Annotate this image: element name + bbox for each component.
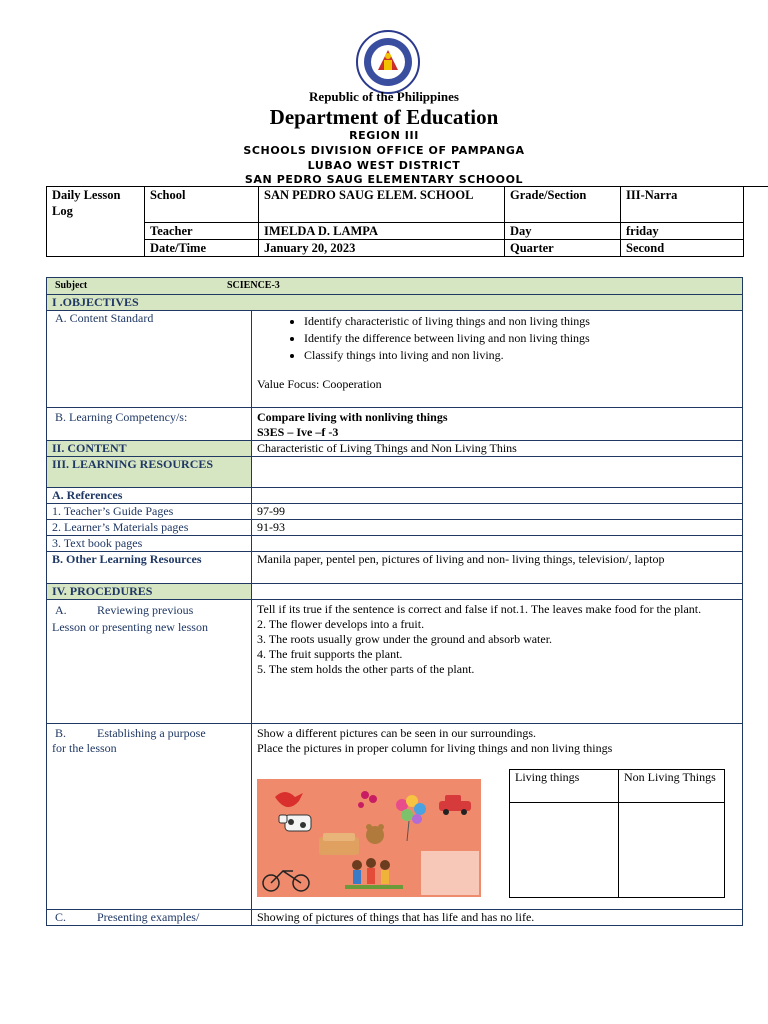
day-value: friday xyxy=(621,223,744,240)
proc-a-item: 2. The flower develops into a fruit. xyxy=(257,617,425,631)
proc-a-item: 4. The fruit supports the plant. xyxy=(257,647,403,661)
textbook-label: 3. Text book pages xyxy=(47,536,252,552)
procedures-heading: IV. PROCEDURES xyxy=(47,584,252,600)
lesson-plan-table xyxy=(46,277,743,926)
proc-a-item: 5. The stem holds the other parts of the plant. xyxy=(257,662,475,676)
textbook-empty xyxy=(252,536,743,552)
competency-line1: Compare living with nonliving things xyxy=(257,410,448,424)
grade-label: Grade/Section xyxy=(505,187,621,223)
teachers-guide-value: 97-99 xyxy=(252,504,743,520)
references-heading: A. References xyxy=(47,488,252,504)
proc-a-item: 3. The roots usually grow under the ground and absorb water. xyxy=(257,632,553,646)
objectives-list xyxy=(257,313,737,364)
procedures-empty xyxy=(252,584,743,600)
content-heading: II. CONTENT xyxy=(47,441,252,457)
district-label: LUBAO WEST DISTRICT xyxy=(307,159,461,172)
proc-a-intro: Tell if its true if the sentence is correct and false if not.1. The leaves make food for the plant. xyxy=(257,602,702,616)
table-edge-line xyxy=(744,186,768,187)
proc-a-letter: A. xyxy=(55,603,67,617)
subject-label: Subject xyxy=(55,280,88,291)
proc-a-label: Reviewing previous xyxy=(97,603,194,617)
school-value: SAN PEDRO SAUG ELEM. SCHOOL xyxy=(259,187,505,223)
region-label: REGION III xyxy=(349,129,419,142)
school-label: School xyxy=(145,187,259,223)
deped-seal-logo xyxy=(356,30,420,94)
content-value: Characteristic of Living Things and Non Living Thins xyxy=(252,441,743,457)
datetime-value: January 20, 2023 xyxy=(259,240,505,257)
other-resources-label: B. Other Learning Resources xyxy=(47,552,252,584)
resources-empty xyxy=(252,457,743,488)
quarter-label: Quarter xyxy=(505,240,621,257)
teachers-guide-label: 1. Teacher’s Guide Pages xyxy=(47,504,252,520)
datetime-label: Date/Time xyxy=(145,240,259,257)
proc-c-label: Presenting examples/ xyxy=(97,910,200,924)
subject-value: SCIENCE-3 xyxy=(227,280,280,291)
objective-item: • Identify the difference between living and non living things xyxy=(304,330,737,347)
other-resources-value: Manila paper, pentel pen, pictures of living and non- living things, television/, laptop xyxy=(252,552,743,584)
republic-title: Republic of the Philippines xyxy=(309,89,459,104)
lesson-info-table xyxy=(46,186,744,257)
objective-item: • Identify characteristic of living things and non living things xyxy=(304,313,737,330)
resources-heading: III. LEARNING RESOURCES xyxy=(47,457,252,488)
doc-label: Daily Lesson Log xyxy=(47,187,145,257)
day-label: Day xyxy=(505,223,621,240)
proc-c-value: Showing of pictures of things that has life and has no life. xyxy=(252,910,743,926)
classification-table xyxy=(509,769,725,898)
proc-b-label: Establishing a purpose xyxy=(97,726,206,740)
objective-item: • Classify things into living and non living. xyxy=(304,347,737,364)
proc-b-label-2: for the lesson xyxy=(52,741,117,755)
col-living-things: Living things xyxy=(510,770,619,803)
non-living-things-cell xyxy=(619,803,725,898)
pictures-collage-image xyxy=(257,779,481,897)
proc-b-line1: Show a different pictures can be seen in our surroundings. xyxy=(257,726,537,740)
proc-a-label-2: Lesson or presenting new lesson xyxy=(52,620,208,634)
references-empty xyxy=(252,488,743,504)
teacher-value: IMELDA D. LAMPA xyxy=(259,223,505,240)
value-focus: Value Focus: Cooperation xyxy=(257,377,382,391)
pictures-collage xyxy=(257,779,481,901)
quarter-value: Second xyxy=(621,240,744,257)
learners-materials-value: 91-93 xyxy=(252,520,743,536)
col-non-living-things: Non Living Things xyxy=(619,770,725,803)
proc-c-letter: C. xyxy=(55,910,67,924)
department-title: Department of Education xyxy=(269,105,499,129)
competency-code: S3ES – Ive –f -3 xyxy=(257,425,339,439)
teacher-label: Teacher xyxy=(145,223,259,240)
division-label: SCHOOLS DIVISION OFFICE OF PAMPANGA xyxy=(243,144,525,157)
living-things-cell xyxy=(510,803,619,898)
school-header-label: SAN PEDRO SAUG ELEMENTARY SCHOOOL xyxy=(244,173,524,186)
objectives-heading: I .OBJECTIVES xyxy=(47,295,743,311)
learners-materials-label: 2. Learner’s Materials pages xyxy=(47,520,252,536)
proc-b-line2: Place the pictures in proper column for living things and non living things xyxy=(257,741,613,755)
grade-value: III-Narra xyxy=(621,187,744,223)
content-standard-label: A. Content Standard xyxy=(47,311,252,408)
competency-label: B. Learning Competency/s: xyxy=(47,408,252,441)
proc-b-letter: B. xyxy=(55,726,67,740)
